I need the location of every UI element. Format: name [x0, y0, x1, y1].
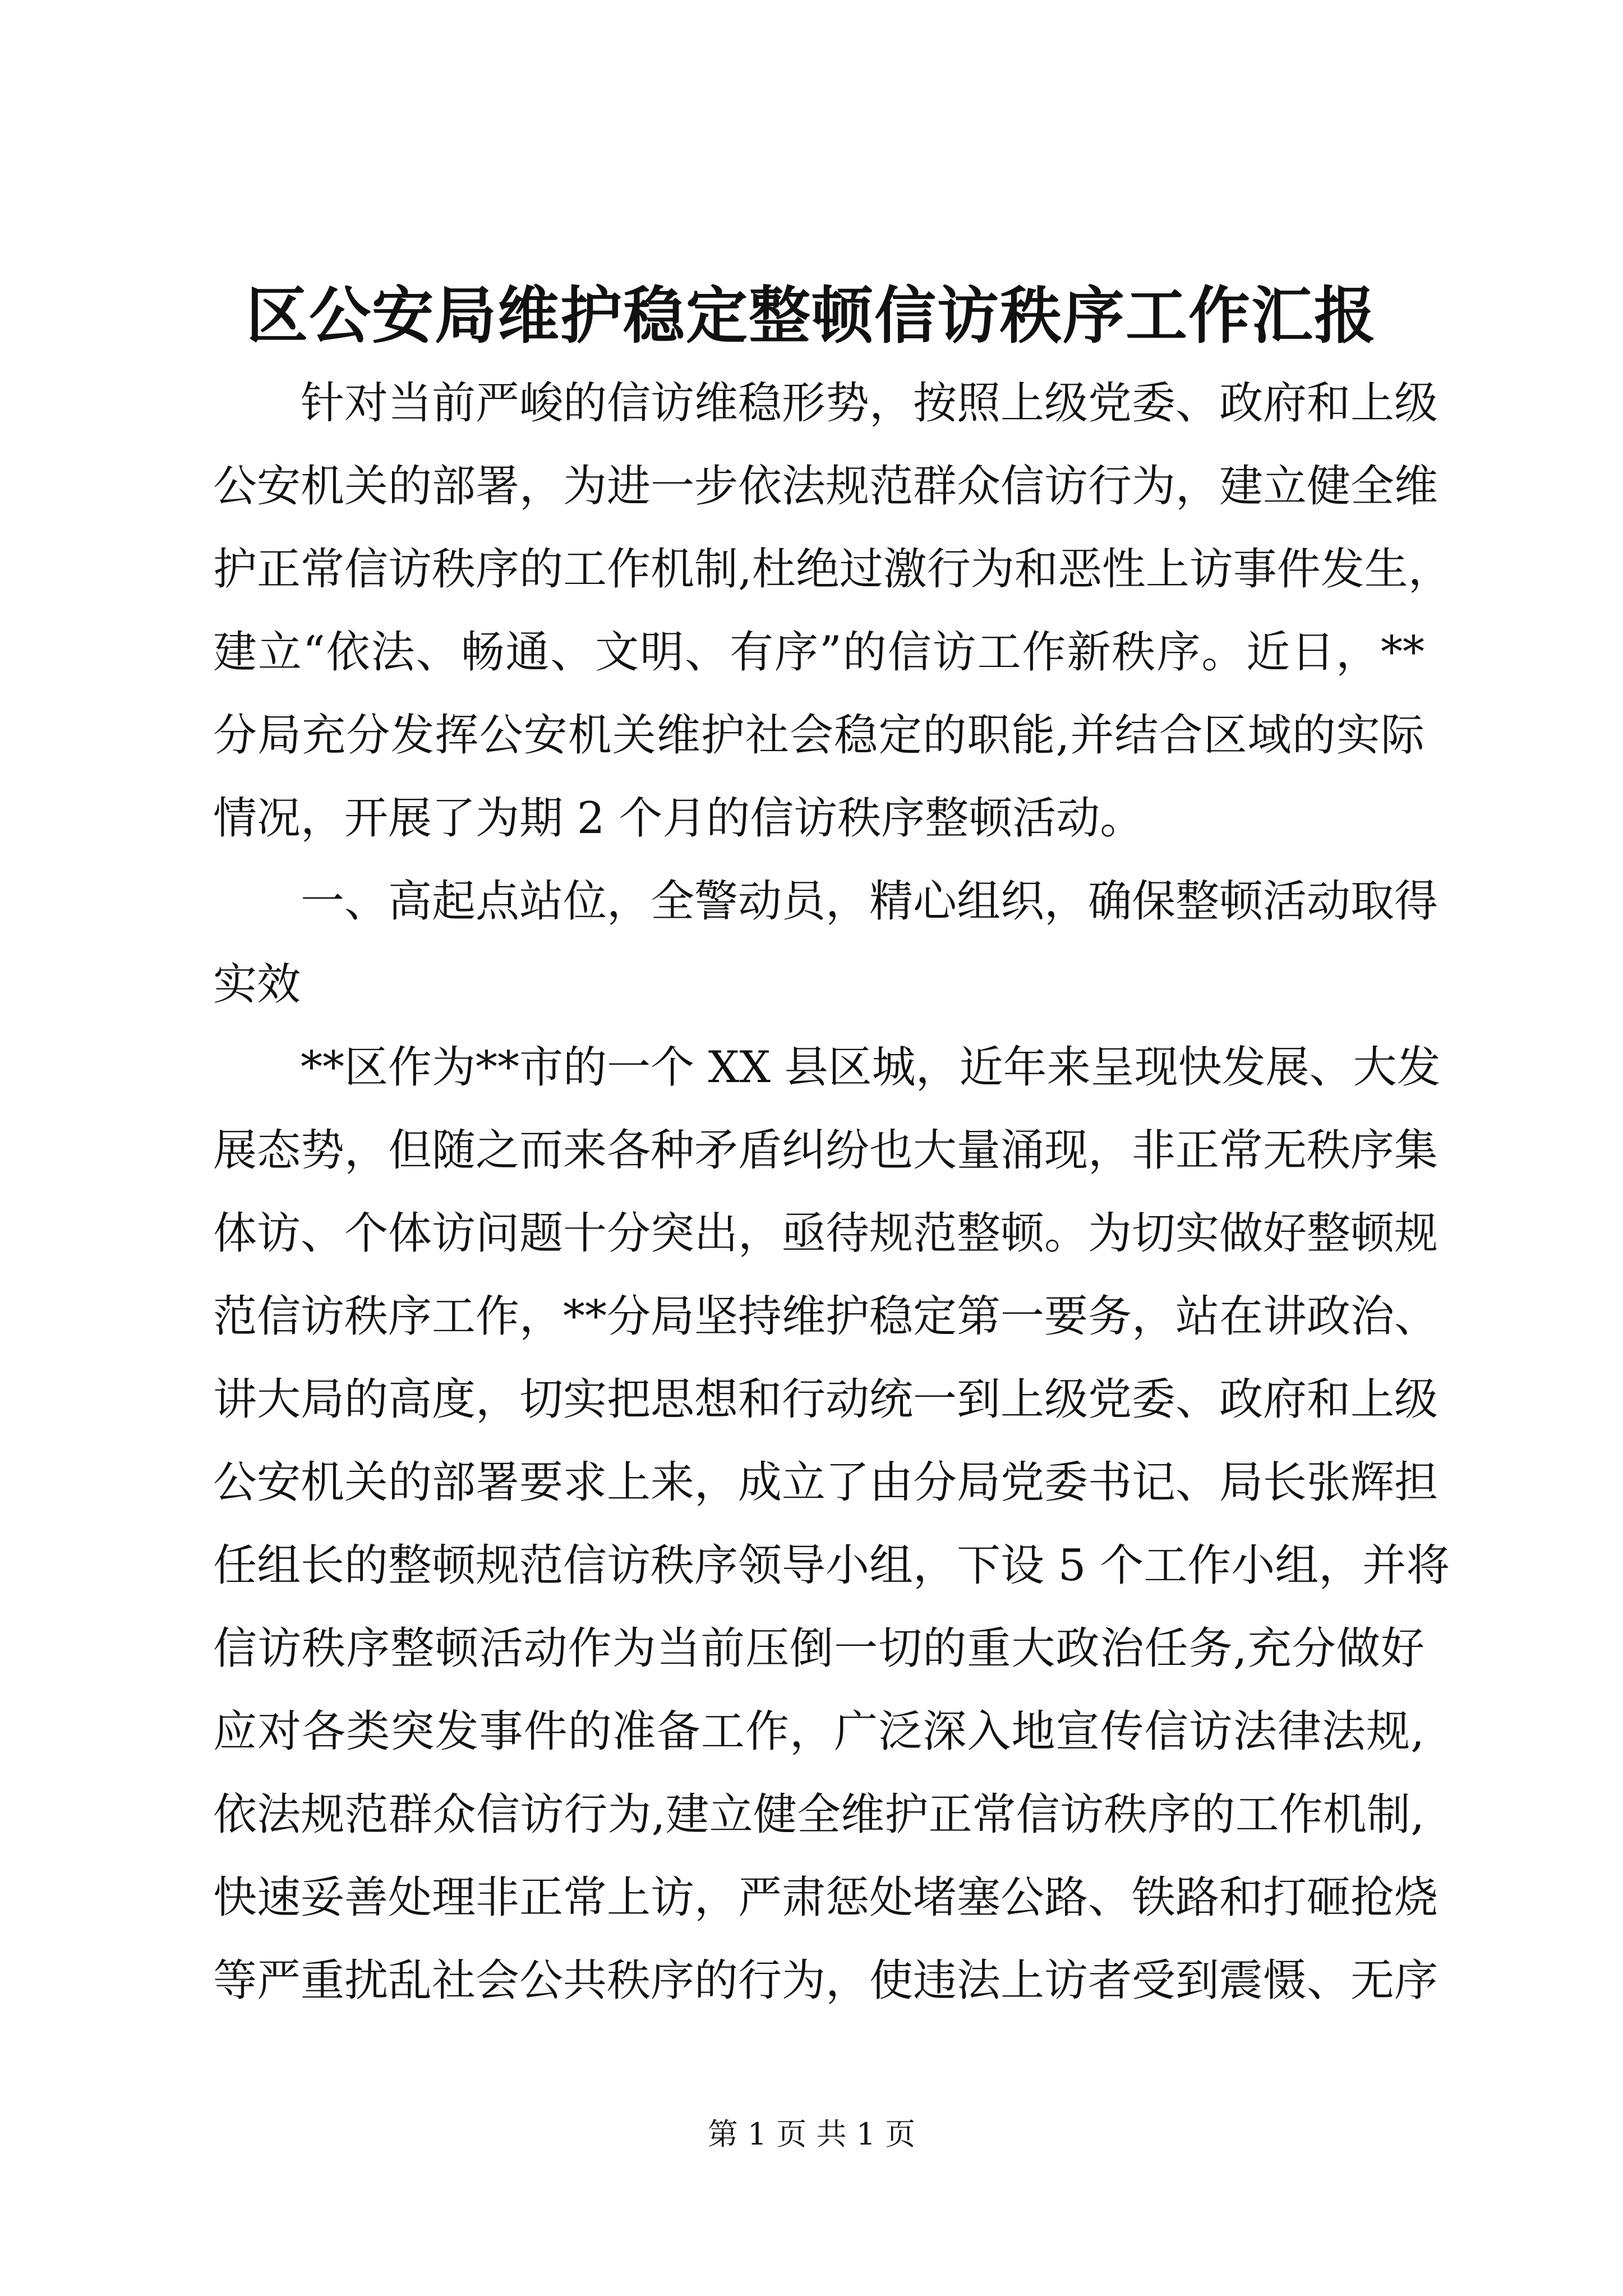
paragraph-line: 公安机关的部署要求上来，成立了由分局党委书记、局长张辉担 [213, 1457, 1438, 1508]
paragraph-line: 体访、个体访问题十分突出，亟待规范整顿。为切实做好整顿规 [213, 1208, 1438, 1259]
paragraph-line: 分局充分发挥公安机关维护社会稳定的职能,并结合区域的实际 [213, 710, 1424, 761]
section-heading-line: 实效 [213, 959, 301, 1010]
paragraph-line: 护正常信访秩序的工作机制,杜绝过激行为和恶性上访事件发生， [213, 544, 1452, 595]
paragraph-line: 任组长的整顿规范信访秩序领导小组，下设 5 个工作小组，并将 [213, 1540, 1450, 1591]
document-body [213, 362, 1452, 2022]
paragraph-line: 依法规范群众信访行为,建立健全维护正常信访秩序的工作机制, [213, 1789, 1424, 1840]
section-heading-line: 一、高起点站位，全警动员，精心组织，确保整顿活动取得 [301, 876, 1438, 927]
paragraph-line: 针对当前严峻的信访维稳形势，按照上级党委、政府和上级 [301, 378, 1438, 429]
paragraph-line: 信访秩序整顿活动作为当前压倒一切的重大政治任务,充分做好 [213, 1623, 1424, 1674]
paragraph-line: 讲大局的高度，切实把思想和行动统一到上级党委、政府和上级 [213, 1374, 1438, 1425]
document-title: 区公安局维护稳定整顿信访秩序工作汇报 [246, 279, 1377, 352]
paragraph-line: 范信访秩序工作，**分局坚持维护稳定第一要务，站在讲政治、 [213, 1291, 1438, 1342]
page-footer: 第 1 页 共 1 页 [707, 2116, 916, 2152]
paragraph-line: 应对各类突发事件的准备工作，广泛深入地宣传信访法律法规, [213, 1706, 1424, 1757]
paragraph-line: 建立“依法、畅通、文明、有序”的信访工作新秩序。近日，** [213, 627, 1424, 678]
paragraph-line: 快速妥善处理非正常上访，严肃惩处堵塞公路、铁路和打砸抢烧 [213, 1872, 1438, 1923]
paragraph-line: 展态势，但随之而来各种矛盾纠纷也大量涌现，非正常无秩序集 [213, 1125, 1438, 1176]
paragraph-line: **区作为**市的一个 XX 县区城，近年来呈现快发展、大发 [301, 1042, 1441, 1093]
paragraph-line: 公安机关的部署，为进一步依法规范群众信访行为，建立健全维 [213, 461, 1438, 512]
paragraph-line: 等严重扰乱社会公共秩序的行为，使违法上访者受到震慑、无序 [213, 1955, 1438, 2006]
paragraph-line: 情况，开展了为期 2 个月的信访秩序整顿活动。 [213, 793, 1144, 844]
